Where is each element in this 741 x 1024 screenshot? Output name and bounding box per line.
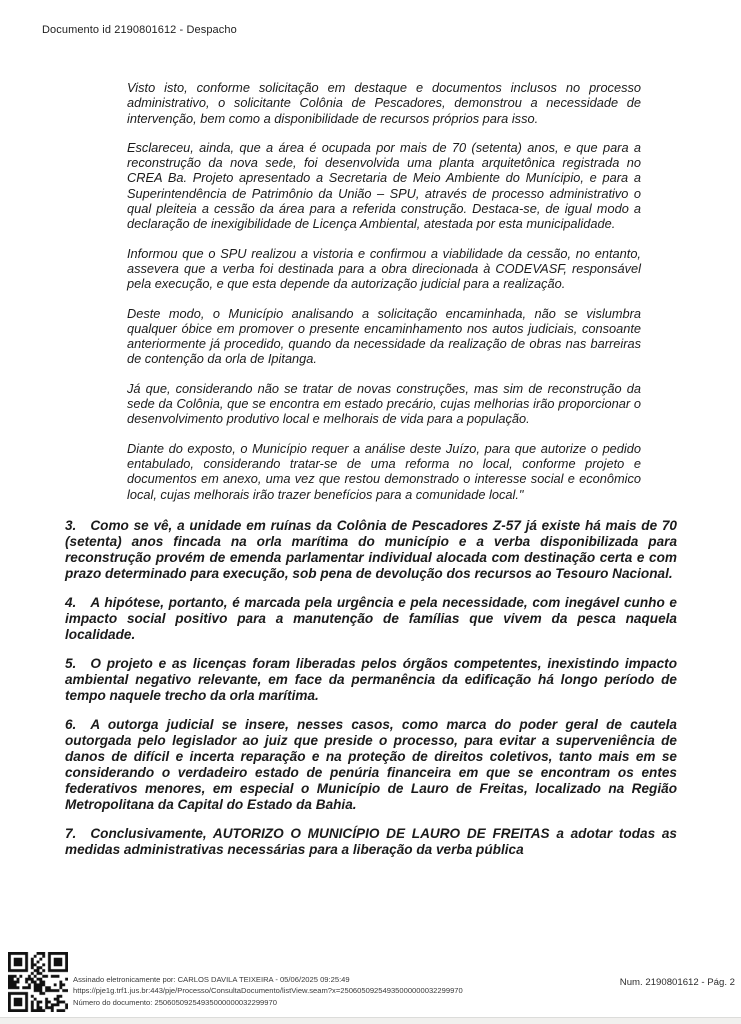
item-number: 5.	[65, 655, 77, 671]
quote-paragraph: Informou que o SPU realizou a vistoria e confirmou a viabilidade da cessão, no entanto, assevera que a verba foi destinada para a obra direcionada à CODEVASF, responsável pela execução, e que esta depende da autorização judicial para a realização.	[127, 245, 641, 292]
decision-item-6	[65, 717, 677, 813]
decision-item-7	[65, 826, 677, 858]
page-number-label: Num. 2190801612 - Pág. 2	[619, 977, 735, 988]
quote-paragraph: Já que, considerando não se tratar de novas construções, mas sim de reconstrução da sede da Colônia, que se encontra em estado precário, cujas melhorias irão proporcionar o desenvolvimento produtivo local e melhorais de vida para a população.	[127, 380, 641, 427]
quote-paragraph: Esclareceu, ainda, que a área é ocupada por mais de 70 (setenta) anos, e que para a reconstrução da nova sede, foi desenvolvida uma planta arquitetônica registrada no CREA Ba. Projeto apresentado a Secretaria de Meio Ambiente do Munícipio, e para a Superintendência de Patrimônio da União – SPU, através de processo administrativo o qual pleiteia a cessão da área para a referida construção. Destaca-se, de igual modo a declaração de inexigibilidade de Licença Ambiental, atestada por esta municipalidade.	[127, 139, 641, 232]
signature-footer	[0, 952, 741, 1016]
signature-block	[73, 974, 533, 1009]
quote-paragraph: Visto isto, conforme solicitação em destaque e documentos inclusos no processo administrativo, o solicitante Colônia de Pescadores, demonstrou a necessidade de intervenção, bem como a disponibilidade de recursos próprios para isso.	[127, 80, 641, 126]
decision-item-3	[65, 518, 677, 582]
decision-items-block	[65, 518, 677, 858]
item-text: A outorga judicial se insere, nesses casos, como marca do poder geral de cautela outorgada pelo legislador ao juiz que preside o processo, para evitar a superveniência de danos de difícil e incerta reparação e na proteção de direitos coletivos, tanto mais em se considerando o verdadeiro estado de penúria financeira em que se encontram os entes federativos menores, em especial o Município de Lauro de Freitas, localizado na Região Metropolitana da Capital do Estado da Bahia.	[65, 716, 677, 812]
item-number: 3.	[65, 517, 77, 533]
page-bottom-edge	[0, 1017, 741, 1024]
decision-item-5	[65, 656, 677, 704]
document-body	[0, 80, 741, 871]
item-number: 6.	[65, 716, 77, 732]
item-number: 7.	[65, 825, 77, 841]
item-text: A hipótese, portanto, é marcada pela urgência e pela necessidade, com inegável cunho e impacto social positivo para a manutenção de famílias que vivem da pesca naquela localidade.	[65, 594, 677, 642]
decision-item-4	[65, 595, 677, 643]
qr-code-icon	[8, 952, 68, 1012]
verification-url-line: https://pje1g.trf1.jus.br:443/pje/Processo/ConsultaDocumento/listView.seam?x=25060509254935000000032299970	[73, 986, 463, 995]
item-text: Conclusivamente, AUTORIZO O MUNICÍPIO DE LAURO DE FREITAS a adotar todas as medidas administrativas necessárias para a liberação da verba pública	[65, 825, 677, 857]
item-text: O projeto e as licenças foram liberadas pelos órgãos competentes, inexistindo impacto ambiental negativo relevante, em face da permanência da edificação há longo período de tempo naquele trecho da orla marítima.	[65, 655, 677, 703]
document-header: Documento id 2190801612 - Despacho	[42, 24, 237, 36]
item-text: Como se vê, a unidade em ruínas da Colônia de Pescadores Z-57 já existe há mais de 70 (setenta) anos fincada na orla marítima do município e a verba disponibilizada para reconstrução provém de emenda parlamentar individual alocada com destinação certa e com prazo determinado para execução, sob pena de devolução dos recursos ao Tesouro Nacional.	[65, 517, 677, 581]
quote-paragraph: Diante do exposto, o Município requer a análise deste Juízo, para que autorize o pedido entabulado, considerando tratar-se de uma reforma no local, conforme projeto e documentos em anexo, uma vez que restou demonstrado o interesse social e econômico local, cujas melhorais irão trazer benefícios para a comunidade local."	[127, 440, 641, 502]
signed-by-line: Assinado eletronicamente por: CARLOS DAVILA TEIXEIRA - 05/06/2025 09:25:49	[73, 974, 350, 984]
item-number: 4.	[65, 594, 77, 610]
quote-paragraph: Deste modo, o Município analisando a solicitação encaminhada, não se vislumbra qualquer óbice em promover o presente encaminhamento nos autos judiciais, consoante anteriormente já procedido, quando da necessidade da realização de obras nas barreiras de contenção da orla de Ipitanga.	[127, 305, 641, 367]
quoted-request-block	[127, 80, 641, 502]
document-number-line: Número do documento: 25060509254935000000032299970	[73, 997, 277, 1007]
